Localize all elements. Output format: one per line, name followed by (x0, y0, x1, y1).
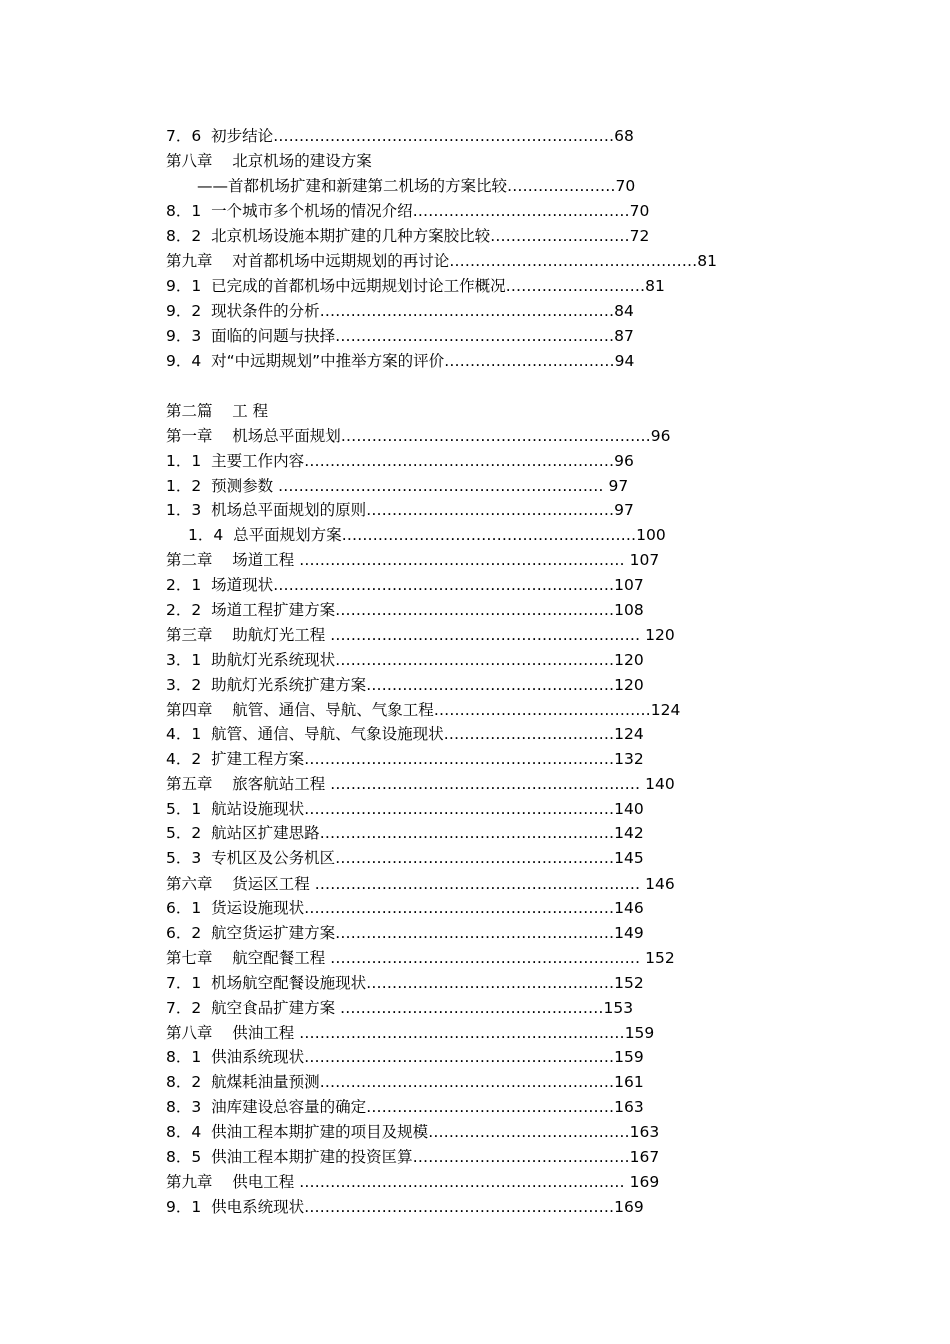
entry-number: 5．2 (166, 824, 202, 842)
page-number: 145 (614, 849, 644, 867)
toc-entry-8-3 (166, 1097, 644, 1117)
toc-entry-chapter-2 (166, 550, 659, 570)
page-number: 96 (614, 452, 634, 470)
entry-title: 航站设施现状 (211, 800, 305, 818)
page-number: 159 (614, 1048, 644, 1066)
page-number: 140 (645, 775, 675, 793)
entry-title: 供油工程 (232, 1024, 295, 1042)
page-number: 97 (603, 477, 629, 495)
page-number: 100 (636, 526, 666, 544)
entry-number: 5．1 (166, 800, 202, 818)
page-number: 120 (614, 651, 644, 669)
page-number: 167 (629, 1148, 660, 1166)
toc-entry-9-4 (166, 351, 634, 371)
entry-title: 旅客航站工程 (232, 775, 326, 793)
page-number: 124 (614, 725, 644, 743)
entry-title: 对“中远期规划”中推举方案的评价 (211, 352, 445, 370)
entry-title: 航站区扩建思路 (211, 824, 320, 842)
entry-number: 7．1 (166, 974, 202, 992)
entry-title: 助航灯光工程 (232, 626, 326, 644)
toc-entry-2-1 (166, 575, 644, 595)
leader-dots: …………………………………… (412, 202, 630, 220)
entry-title: 航煤耗油量预测 (211, 1073, 320, 1091)
entry-title: 航管、通信、导航、气象工程 (232, 701, 434, 719)
toc-entry-4-1 (166, 724, 644, 744)
entry-title: 一个城市多个机场的情况介绍 (211, 202, 413, 220)
toc-entry-chapter-1 (166, 426, 670, 446)
page-number: 108 (614, 601, 644, 619)
page-number: 163 (614, 1098, 644, 1116)
entry-number: 5．3 (166, 849, 202, 867)
leader-dots: ………………………………………………… (319, 302, 615, 320)
leader-dots: ………………………………………………… (341, 526, 637, 544)
toc-entry-1-1 (166, 451, 634, 471)
page-number: 152 (614, 974, 644, 992)
toc-entry-9-2 (166, 301, 634, 321)
entry-number: 6．2 (166, 924, 202, 942)
leader-dots: ………………………………………………………… (273, 576, 615, 594)
leader-dots: ………………………………………… (366, 676, 615, 694)
toc-entry-8-5 (166, 1147, 659, 1167)
entry-title: 专机区及公务机区 (211, 849, 336, 867)
leader-dots: ………………………………………… (366, 1098, 615, 1116)
page-number: 94 (614, 352, 635, 370)
toc-entry-2-2 (166, 600, 644, 620)
page-number: 163 (629, 1123, 660, 1141)
page-number: 159 (624, 1024, 655, 1042)
entry-title: 对首都机场中远期规划的再讨论 (232, 252, 450, 270)
page-number: 169 (614, 1198, 644, 1216)
toc-entry-chapter-8-subtitle (197, 176, 635, 196)
entry-title: 货运区工程 (232, 875, 310, 893)
entry-number: 8．1 (166, 1048, 202, 1066)
page-number: 132 (614, 750, 644, 768)
leader-dots: ………………………………………………………… (273, 127, 615, 145)
toc-entry-7-2 (166, 998, 633, 1018)
leader-dots: ……………………………………………… (335, 601, 615, 619)
leader-dots: …………………………………………………… (304, 750, 615, 768)
leader-dots: …………………………………………………… (304, 1048, 615, 1066)
entry-title: 航空货运扩建方案 (211, 924, 336, 942)
entry-title: 已完成的首都机场中远期规划讨论工作概况 (211, 277, 506, 295)
leader-dots: ………………………………………… (366, 974, 615, 992)
entry-number: 1．2 (166, 477, 202, 495)
leader-dots: …………………………………… (433, 701, 651, 719)
toc-entry-1-3 (166, 500, 634, 520)
entry-title: 面临的问题与抉择 (211, 327, 336, 345)
page-number: 68 (614, 127, 634, 145)
toc-entry-5-1 (166, 799, 644, 819)
page-number: 70 (615, 177, 636, 195)
chapter-title: 北京机场的建设方案 (232, 152, 372, 170)
entry-title: 扩建工程方案 (211, 750, 305, 768)
entry-number: 1．4 (188, 526, 224, 544)
entry-title: 机场总平面规划的原则 (211, 501, 367, 519)
entry-title: 现状条件的分析 (211, 302, 320, 320)
toc-entry-9-1-power (166, 1197, 644, 1217)
entry-title: 货运设施现状 (211, 899, 305, 917)
toc-entry-8-4 (166, 1122, 659, 1142)
entry-number: 8．5 (166, 1148, 202, 1166)
page-number: 124 (650, 701, 681, 719)
toc-entry-4-2 (166, 749, 644, 769)
leader-dots: ………………… (507, 177, 616, 195)
toc-entry-3-2 (166, 675, 644, 695)
entry-number: 9．2 (166, 302, 202, 320)
toc-entry-8-2-fuel (166, 1072, 644, 1092)
entry-title: 主要工作内容 (211, 452, 305, 470)
toc-entry-1-4 (188, 525, 666, 545)
leader-dots: ……………………………………………… (335, 651, 615, 669)
leader-dots: …………………………………………………… (325, 949, 646, 967)
leader-dots: …………………………… (443, 725, 615, 743)
chapter-number: 第六章 (166, 875, 213, 893)
leader-dots: …………………………………………………… (304, 1198, 615, 1216)
toc-entry-chapter-6 (166, 874, 675, 894)
toc-entry-7-6 (166, 126, 634, 146)
page-number: 72 (629, 227, 650, 245)
page-number: 107 (614, 576, 644, 594)
entry-number: 1．1 (166, 452, 202, 470)
leader-dots: ………………………………… (428, 1123, 630, 1141)
leader-dots: ……………………… (490, 227, 630, 245)
entry-number: 1．3 (166, 501, 202, 519)
toc-entry-chapter-3 (166, 625, 675, 645)
entry-title: 供油系统现状 (211, 1048, 305, 1066)
entry-number: 4．1 (166, 725, 202, 743)
entry-title: 预测参数 (211, 477, 274, 495)
page-number: 146 (614, 899, 644, 917)
page-number: 142 (614, 824, 644, 842)
page-number: 169 (629, 1173, 660, 1191)
leader-dots: …………………………………………………… (304, 899, 615, 917)
chapter-number: 第一章 (166, 427, 213, 445)
toc-entry-chapter-9 (166, 251, 717, 271)
entry-number: 9．1 (166, 1198, 202, 1216)
page-number: 152 (645, 949, 675, 967)
toc-entry-6-2 (166, 923, 644, 943)
part-2-heading (166, 401, 268, 421)
leader-dots: …………………………… (444, 352, 615, 370)
chapter-number: 第八章 (166, 152, 213, 170)
toc-entry-5-3 (166, 848, 644, 868)
page-number: 70 (629, 202, 650, 220)
page-number: 81 (645, 277, 665, 295)
leader-dots: ……………………………………………………… (273, 477, 604, 495)
entry-title: 场道现状 (211, 576, 274, 594)
toc-entry-9-1 (166, 276, 665, 296)
entry-number: 4．2 (166, 750, 202, 768)
toc-entry-9-3 (166, 326, 634, 346)
entry-title: 场道工程扩建方案 (211, 601, 336, 619)
chapter-number: 第九章 (166, 1173, 213, 1191)
chapter-number: 第七章 (166, 949, 213, 967)
leader-dots: ……………………………………………… (335, 924, 615, 942)
entry-number: 9．1 (166, 277, 202, 295)
entry-number: 8．2 (166, 1073, 202, 1091)
entry-number: 2．2 (166, 601, 202, 619)
page-number: 146 (645, 875, 675, 893)
page-number: 161 (614, 1073, 644, 1091)
leader-dots: …………………………………………………… (304, 452, 615, 470)
page-number: 84 (614, 302, 634, 320)
entry-number: 9．3 (166, 327, 202, 345)
page-number: 96 (650, 427, 671, 445)
entry-number: 8．3 (166, 1098, 202, 1116)
part-title: 工 程 (232, 402, 269, 420)
leader-dots: …………………………………………………… (325, 626, 646, 644)
entry-title: 供油工程本期扩建的项目及规模 (211, 1123, 429, 1141)
leader-dots: …………………………………… (412, 1148, 630, 1166)
entry-number: 7．2 (166, 999, 202, 1017)
leader-dots: …………………………………………………… (325, 775, 646, 793)
entry-title: ——首都机场扩建和新建第二机场的方案比较 (197, 177, 508, 195)
entry-title: 供电工程 (232, 1173, 295, 1191)
entry-title: 初步结论 (211, 127, 274, 145)
leader-dots: …………………………………………………… (340, 427, 651, 445)
leader-dots: ……………………… (505, 277, 646, 295)
entry-number: 8．1 (166, 202, 202, 220)
entry-number: 8．4 (166, 1123, 202, 1141)
entry-number: 6．1 (166, 899, 202, 917)
entry-title: 供电系统现状 (211, 1198, 305, 1216)
page-number: 120 (645, 626, 675, 644)
chapter-number: 第九章 (166, 252, 213, 270)
part-number: 第二篇 (166, 402, 213, 420)
chapter-number: 第四章 (166, 701, 213, 719)
entry-title: 机场航空配餐设施现状 (211, 974, 367, 992)
toc-entry-chapter-9-power (166, 1172, 659, 1192)
chapter-number: 第二章 (166, 551, 213, 569)
leader-dots: ………………………………………… (366, 501, 615, 519)
entry-title: 航空食品扩建方案 (211, 999, 336, 1017)
chapter-number: 第三章 (166, 626, 213, 644)
leader-dots: ……………………………………………… (335, 327, 615, 345)
toc-entry-8-2 (166, 226, 649, 246)
leader-dots: ……………………………………………………… (294, 1024, 625, 1042)
entry-title: 助航灯光系统扩建方案 (211, 676, 367, 694)
chapter-number: 第八章 (166, 1024, 213, 1042)
page-number: 120 (614, 676, 644, 694)
entry-number: 3．2 (166, 676, 202, 694)
page-number: 81 (697, 252, 717, 270)
page-number: 97 (614, 501, 634, 519)
chapter-number: 第五章 (166, 775, 213, 793)
entry-title: 场道工程 (232, 551, 295, 569)
toc-entry-3-1 (166, 650, 644, 670)
toc-entry-chapter-7 (166, 948, 675, 968)
page-number: 107 (629, 551, 660, 569)
entry-number: 2．1 (166, 576, 202, 594)
leader-dots: …………………………………………………… (304, 800, 615, 818)
toc-entry-1-2 (166, 476, 628, 496)
toc-entry-8-1 (166, 201, 649, 221)
entry-title: 总平面规划方案 (233, 526, 342, 544)
entry-title: 航空配餐工程 (232, 949, 326, 967)
toc-entry-6-1 (166, 898, 644, 918)
leader-dots: ………………………………………………… (319, 1073, 615, 1091)
entry-title: 助航灯光系统现状 (211, 651, 336, 669)
entry-title: 机场总平面规划 (232, 427, 341, 445)
leader-dots: ……………………………………………………… (294, 1173, 630, 1191)
entry-title: 油库建设总容量的确定 (211, 1098, 367, 1116)
page-number: 87 (614, 327, 634, 345)
entry-number: 7．6 (166, 127, 202, 145)
toc-entry-7-1 (166, 973, 644, 993)
entry-title: 北京机场设施本期扩建的几种方案胶比较 (211, 227, 491, 245)
page-number: 149 (614, 924, 644, 942)
toc-entry-8-1-fuel (166, 1047, 644, 1067)
leader-dots: ……………………………………………………… (309, 875, 646, 893)
leader-dots: ……………………………………………………… (294, 551, 630, 569)
chapter-8-heading (166, 151, 372, 171)
leader-dots: ………………………………………… (449, 252, 698, 270)
entry-number: 3．1 (166, 651, 202, 669)
entry-number: 9．4 (166, 352, 202, 370)
page-number: 153 (603, 999, 634, 1017)
toc-entry-chapter-8 (166, 1023, 654, 1043)
leader-dots: …………………………………………… (335, 999, 604, 1017)
toc-entry-chapter-4 (166, 700, 680, 720)
entry-number: 8．2 (166, 227, 202, 245)
entry-title: 航管、通信、导航、气象设施现状 (211, 725, 444, 743)
toc-entry-5-2 (166, 823, 644, 843)
leader-dots: ……………………………………………… (335, 849, 615, 867)
page-number: 140 (614, 800, 644, 818)
leader-dots: ………………………………………………… (319, 824, 615, 842)
toc-entry-chapter-5 (166, 774, 675, 794)
entry-title: 供油工程本期扩建的投资匡算 (211, 1148, 413, 1166)
